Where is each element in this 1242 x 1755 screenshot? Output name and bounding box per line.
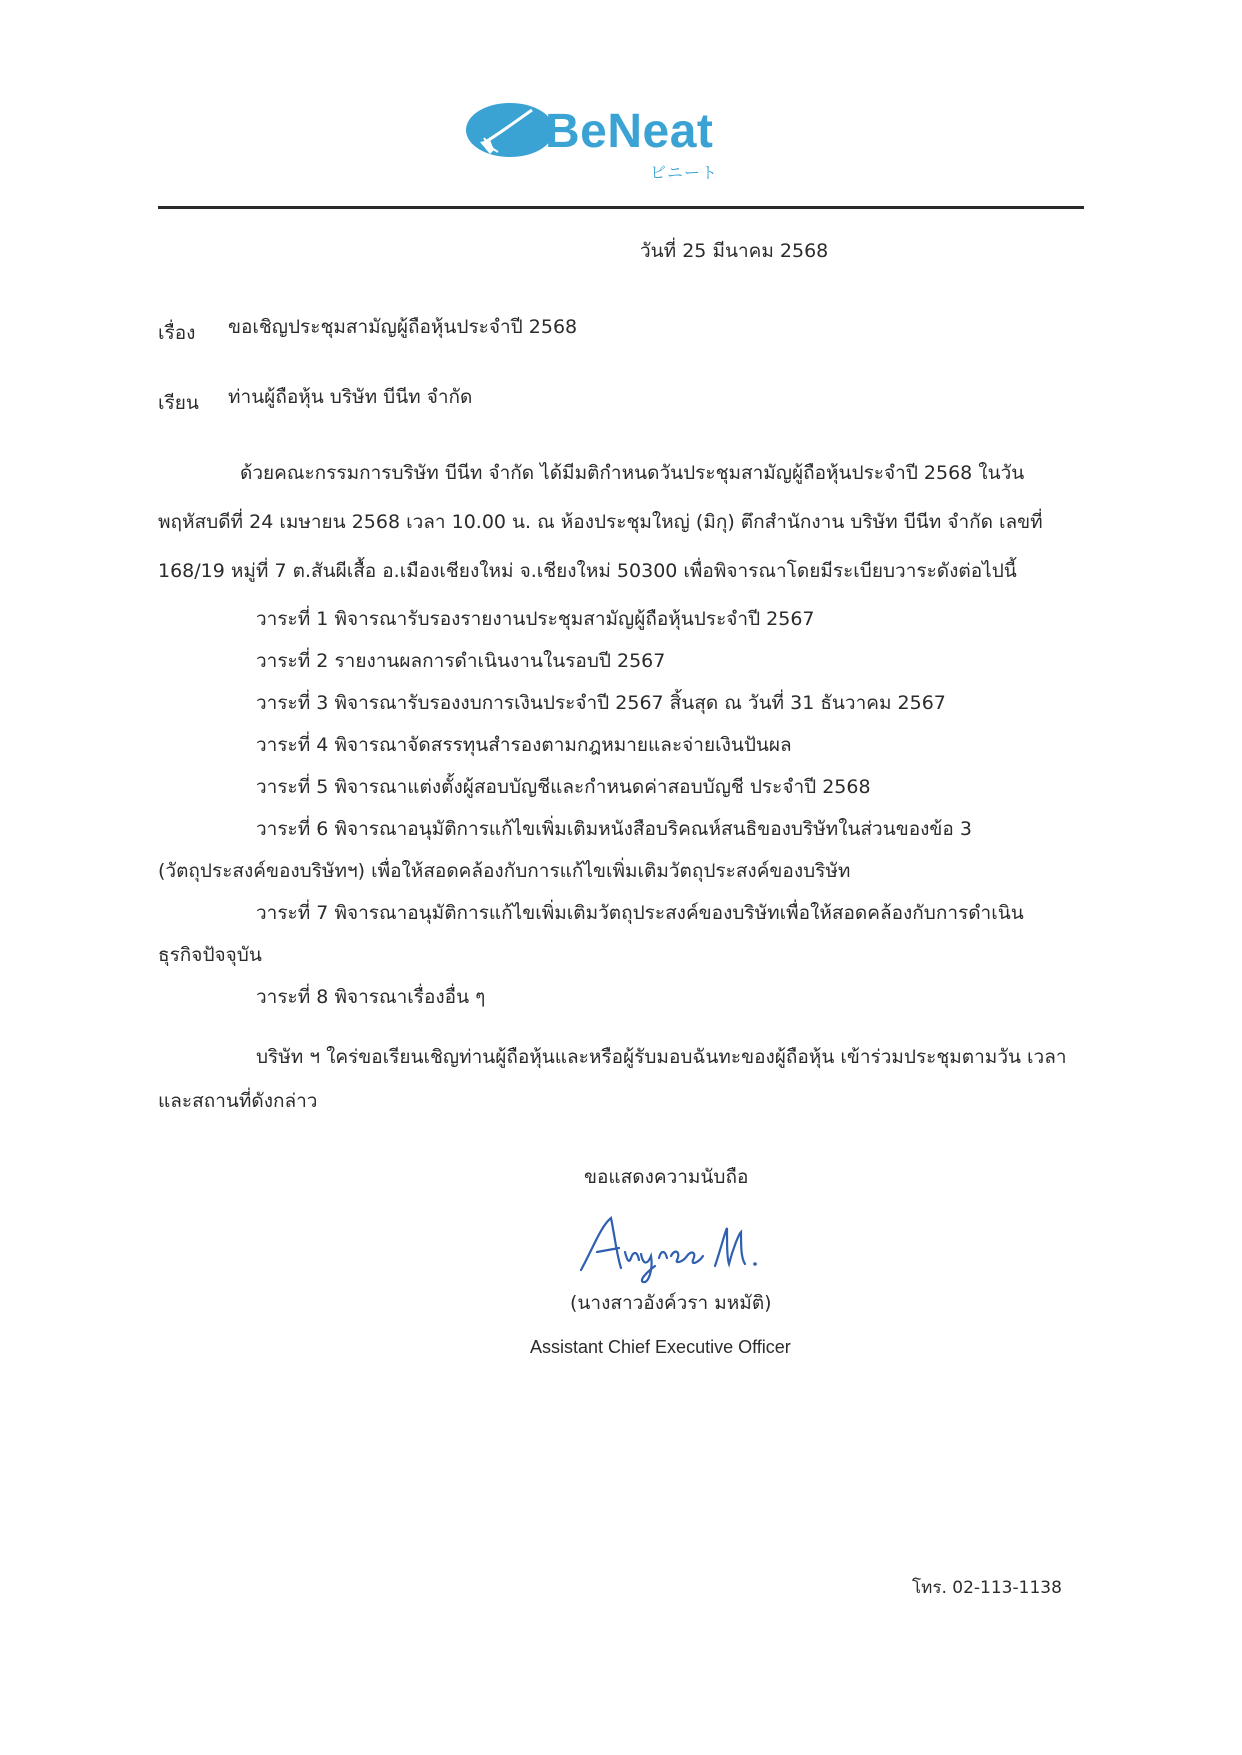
to-label: เรียน	[158, 392, 199, 414]
signatory-title: Assistant Chief Executive Officer	[530, 1337, 791, 1357]
invite-line-1: บริษัท ฯ ใคร่ขอเรียนเชิญท่านผู้ถือหุ้นและหรือผู้รับมอบฉันทะของผู้ถือหุ้น เข้าร่วมประชุมตามวัน เวลา	[256, 1046, 1067, 1068]
agenda-item-1: วาระที่ 1 พิจารณารับรองรายงานประชุมสามัญผู้ถือหุ้นประจำปี 2567	[256, 608, 815, 630]
agenda-item-7: วาระที่ 7 พิจารณาอนุมัติการแก้ไขเพิ่มเติมวัตถุประสงค์ของบริษัทเพื่อให้สอดคล้องกับการดำเนิน	[256, 902, 1024, 924]
subject-label: เรื่อง	[158, 322, 196, 344]
intro-line-3: 168/19 หมู่ที่ 7 ต.สันผีเสื้อ อ.เมืองเชียงใหม่ จ.เชียงใหม่ 50300 เพื่อพิจารณาโดยมีระเบียบวาระดังต่อไปนี้	[158, 560, 1017, 582]
agenda-item-3: วาระที่ 3 พิจารณารับรองงบการเงินประจำปี 2567 สิ้นสุด ณ วันที่ 31 ธันวาคม 2567	[256, 692, 946, 714]
letter-date: วันที่ 25 มีนาคม 2568	[640, 240, 829, 262]
closing-text: ขอแสดงความนับถือ	[584, 1166, 749, 1188]
logo-bubble	[466, 103, 554, 157]
agenda-item-7-cont: ธุรกิจปัจจุบัน	[158, 944, 262, 966]
handwritten-signature	[575, 1208, 775, 1288]
agenda-item-6: วาระที่ 6 พิจารณาอนุมัติการแก้ไขเพิ่มเติมหนังสือบริคณห์สนธิของบริษัทในส่วนของข้อ 3	[256, 818, 972, 840]
phone-number: โทร. 02-113-1138	[912, 1578, 1062, 1598]
agenda-item-5: วาระที่ 5 พิจารณาแต่งตั้งผู้สอบบัญชีและกำหนดค่าสอบบัญชี ประจำปี 2568	[256, 776, 871, 798]
agenda-item-2: วาระที่ 2 รายงานผลการดำเนินงานในรอบปี 2567	[256, 650, 666, 672]
agenda-item-4: วาระที่ 4 พิจารณาจัดสรรทุนสำรองตามกฎหมายและจ่ายเงินปันผล	[256, 734, 792, 756]
brand-name: BeNeat	[545, 105, 714, 158]
signatory-name: (นางสาวอังค์วรา มหมัติ)	[570, 1292, 772, 1314]
brand-subtitle: ビニート	[650, 163, 719, 182]
subject-text: ขอเชิญประชุมสามัญผู้ถือหุ้นประจำปี 2568	[228, 316, 578, 338]
invite-line-2: และสถานที่ดังกล่าว	[158, 1090, 318, 1112]
agenda-item-6-cont: (วัตถุประสงค์ของบริษัทฯ) เพื่อให้สอดคล้องกับการแก้ไขเพิ่มเติมวัตถุประสงค์ของบริษัท	[158, 860, 851, 882]
intro-line-1: ด้วยคณะกรรมการบริษัท บีนีท จำกัด ได้มีมติกำหนดวันประชุมสามัญผู้ถือหุ้นประจำปี 2568 ในวัน	[240, 462, 1025, 484]
to-text: ท่านผู้ถือหุ้น บริษัท บีนีท จำกัด	[228, 386, 473, 408]
agenda-item-8: วาระที่ 8 พิจารณาเรื่องอื่น ๆ	[256, 986, 486, 1008]
header-divider	[158, 206, 1084, 209]
intro-line-2: พฤหัสบดีที่ 24 เมษายน 2568 เวลา 10.00 น. ณ ห้องประชุมใหญ่ (มิกุ) ตึกสำนักงาน บริษัท บีนีท จำกัด เลขที่	[158, 511, 1043, 533]
